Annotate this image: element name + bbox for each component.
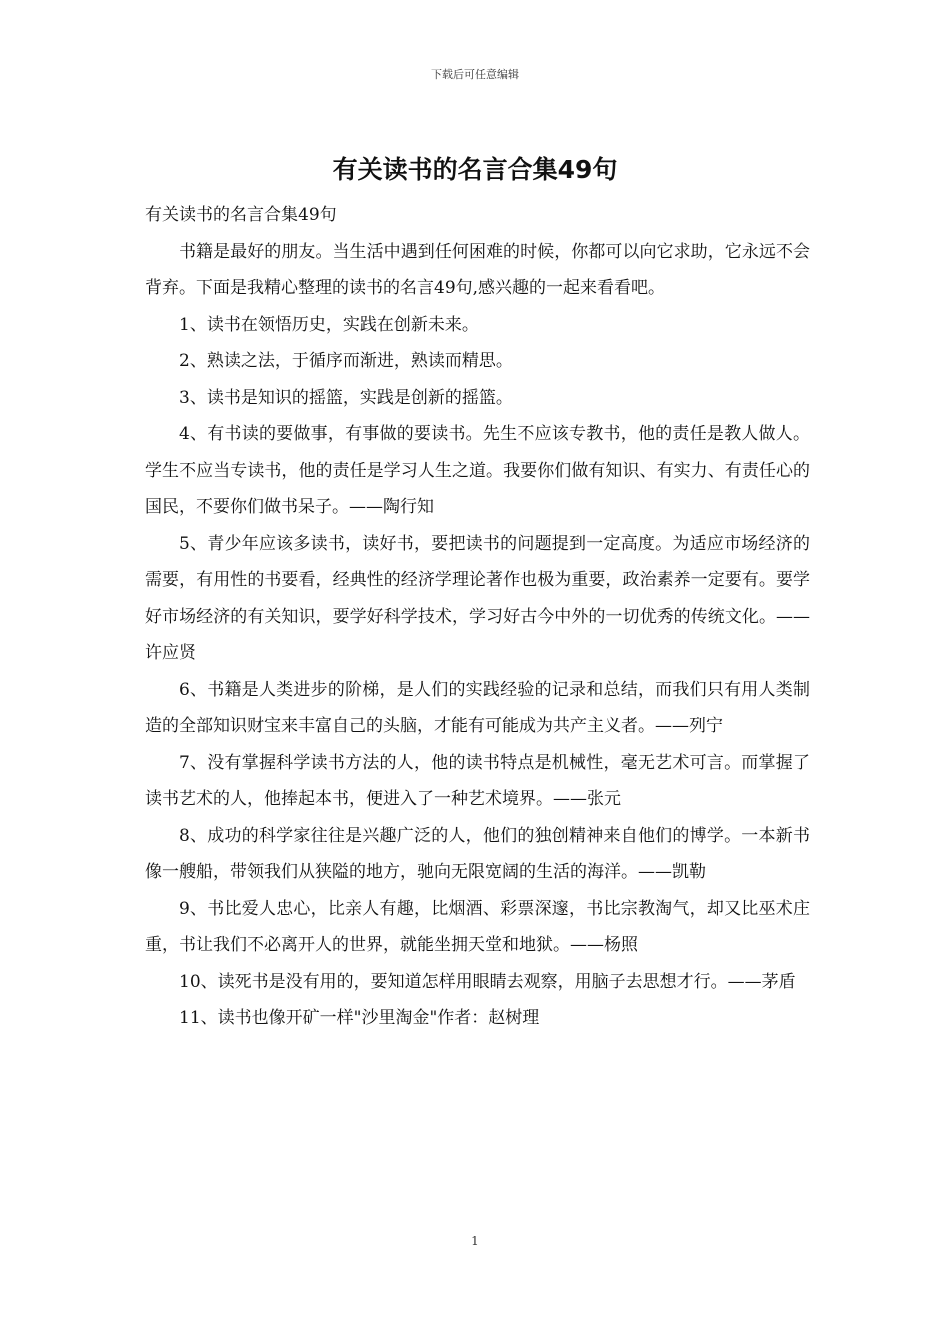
- quote-paragraph: 4、有书读的要做事，有事做的要读书。先生不应该专教书，他的责任是教人做人。学生不应当专读书，他的责任是学习人生之道。我要你们做有知识、有实力、有责任心的国民，不要你们做书呆子。——陶行知: [145, 424, 810, 517]
- quote-paragraph: 5、青少年应该多读书，读好书，要把读书的问题提到一定高度。为适应市场经济的需要，有用性的书要看，经典性的经济学理论著作也极为重要，政治素养一定要有。要学好市场经济的有关知识，要学好科学技术，学习好古今中外的一切优秀的传统文化。——许应贤: [145, 533, 810, 663]
- quote-paragraph: 6、书籍是人类进步的阶梯，是人们的实践经验的记录和总结，而我们只有用人类制造的全部知识财宝来丰富自己的头脑，才能有可能成为共产主义者。——列宁: [145, 679, 810, 736]
- document-title: 有关读书的名言合集49句: [332, 155, 618, 184]
- quote-paragraph: 3、读书是知识的摇篮，实践是创新的摇篮。: [179, 387, 513, 408]
- quote-paragraph: 8、成功的科学家往往是兴趣广泛的人，他们的独创精神来自他们的博学。一本新书像一艘船，带领我们从狭隘的地方，驰向无限宽阔的生活的海洋。——凯勒: [145, 825, 810, 882]
- intro-paragraph: 书籍是最好的朋友。当生活中遇到任何困难的时候，你都可以向它求助，它永远不会背弃。下面是我精心整理的读书的名言49句,感兴趣的一起来看看吧。: [145, 241, 810, 298]
- quote-paragraph: 10、读死书是没有用的，要知道怎样用眼睛去观察，用脑子去思想才行。——茅盾: [179, 971, 796, 992]
- quote-paragraph: 11、读书也像开矿一样"沙里淘金"作者：赵树理: [179, 1008, 540, 1028]
- page-number: 1: [471, 1234, 479, 1248]
- document-subtitle: 有关读书的名言合集49句: [145, 205, 337, 225]
- header-note: 下载后可任意编辑: [431, 68, 519, 81]
- quote-paragraph: 2、熟读之法，于循序而渐进，熟读而精思。: [179, 351, 513, 371]
- quote-paragraph: 1、读书在领悟历史，实践在创新未来。: [179, 314, 479, 335]
- quote-paragraph: 7、没有掌握科学读书方法的人，他的读书特点是机械性，毫无艺术可言。而掌握了读书艺术的人，他捧起本书，便进入了一种艺术境界。——张元: [145, 752, 810, 809]
- document-body: [145, 197, 810, 1037]
- quote-paragraph: 9、书比爱人忠心，比亲人有趣，比烟酒、彩票深邃，书比宗教淘气，却又比巫术庄重，书让我们不必离开人的世界，就能坐拥天堂和地狱。——杨照: [145, 898, 810, 955]
